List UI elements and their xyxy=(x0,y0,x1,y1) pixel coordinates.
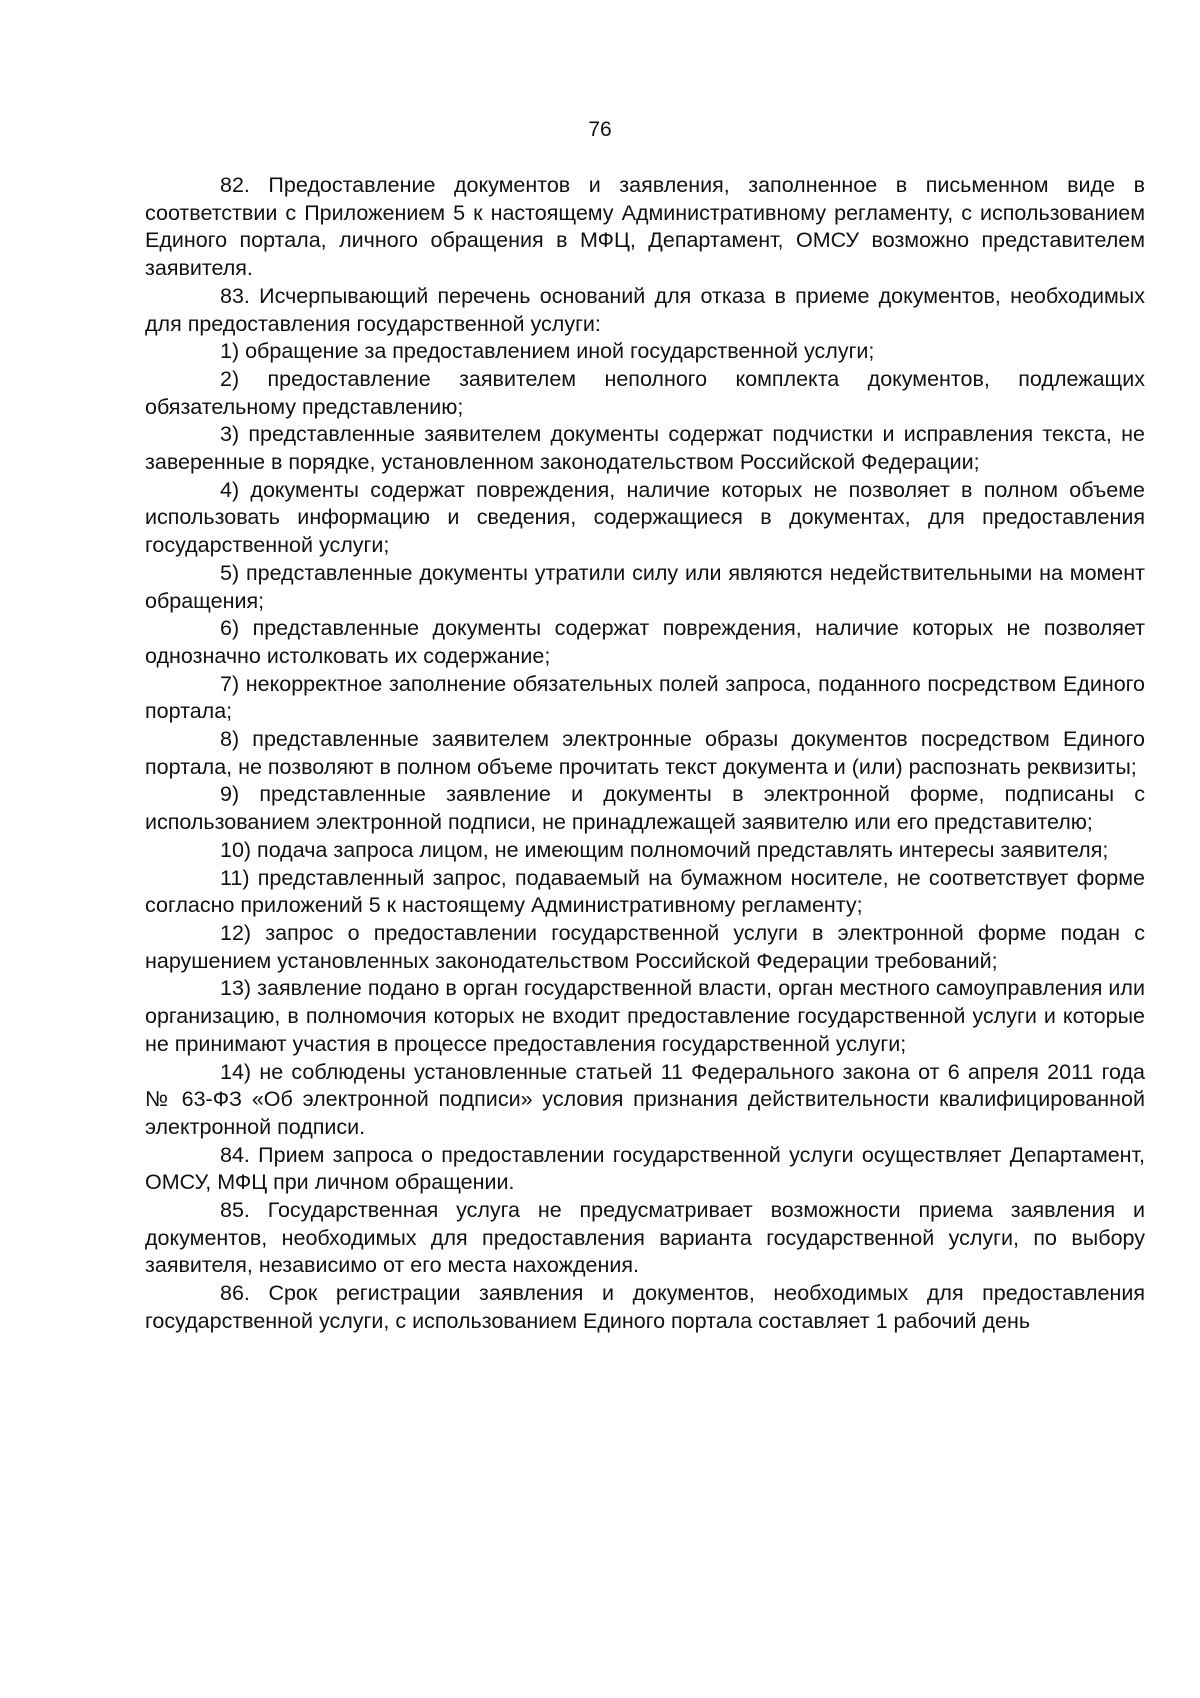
list-item-5: 5) представленные документы утратили силу или являются недействительными на момент обращения; xyxy=(145,560,1145,613)
list-item-14: 14) не соблюдены установленные статьей 11 Федерального закона от 6 апреля 2011 года № 63-ФЗ «Об электронной подписи» условия признания действительности квалифицированной электронной подписи. xyxy=(145,1059,1145,1139)
list-item-11: 11) представленный запрос, подаваемый на бумажном носителе, не соответствует форме согласно приложений 5 к настоящему Административному регламенту; xyxy=(145,865,1145,918)
list-item-6: 6) представленные документы содержат повреждения, наличие которых не позволяет однозначно истолковать их содержание; xyxy=(145,616,1145,668)
page-number: 76 xyxy=(588,118,612,141)
paragraph-83: 83. Исчерпывающий перечень оснований для отказа в приеме документов, необходимых для предоставления государственной услуги: xyxy=(145,283,1145,336)
document-body xyxy=(145,172,1145,1336)
list-item-7: 7) некорректное заполнение обязательных полей запроса, поданного посредством Единого портала; xyxy=(145,671,1145,724)
list-item-9: 9) представленные заявление и документы в электронной форме, подписаны с использованием электронной подписи, не принадлежащей заявителю или его представителю; xyxy=(145,782,1145,835)
list-item-3: 3) представленные заявителем документы содержат подчистки и исправления текста, не заверенные в порядке, установленном законодательством Российской Федерации; xyxy=(145,422,1145,475)
list-item-10: 10) подача запроса лицом, не имеющим полномочий представлять интересы заявителя; xyxy=(220,837,1109,862)
list-item-12: 12) запрос о предоставлении государственной услуги в электронной форме подан с нарушением установленных законодательством Российской Федерации требований; xyxy=(145,920,1145,973)
paragraph-85: 85. Государственная услуга не предусматривает возможности приема заявления и документов, необходимых для предоставления варианта государственной услуги, по выбору заявителя, независимо от его места нахождения. xyxy=(145,1198,1145,1278)
paragraph-84: 84. Прием запроса о предоставлении государственной услуги осуществляет Департамент, ОМСУ, МФЦ при личном обращении. xyxy=(145,1142,1145,1195)
list-item-1: 1) обращение за предоставлением иной государственной услуги; xyxy=(220,339,875,364)
list-item-4: 4) документы содержат повреждения, наличие которых не позволяет в полном объеме использовать информацию и сведения, содержащиеся в документах, для предоставления государственной услуги; xyxy=(145,477,1145,558)
list-item-2: 2) предоставление заявителем неполного комплекта документов, подлежащих обязательному представлению; xyxy=(145,366,1145,419)
paragraph-82: 82. Предоставление документов и заявления, заполненное в письменном виде в соответствии с Приложением 5 к настоящему Административному регламенту, с использованием Единого портала, личного обращения в МФЦ, Департамент, ОМСУ возможно представителем заявителя. xyxy=(145,173,1145,281)
list-item-8: 8) представленные заявителем электронные образы документов посредством Единого портала, не позволяют в полном объеме прочитать текст документа и (или) распознать реквизиты; xyxy=(145,727,1145,779)
paragraph-86: 86. Срок регистрации заявления и документов, необходимых для предоставления государственной услуги, с использованием Единого портала составляет 1 рабочий день xyxy=(145,1281,1145,1333)
list-item-13: 13) заявление подано в орган государственной власти, орган местного самоуправления или организацию, в полномочия которых не входит предоставление государственной услуги и которые не принимают участия в процессе предоставления государственной услуги; xyxy=(145,976,1145,1056)
